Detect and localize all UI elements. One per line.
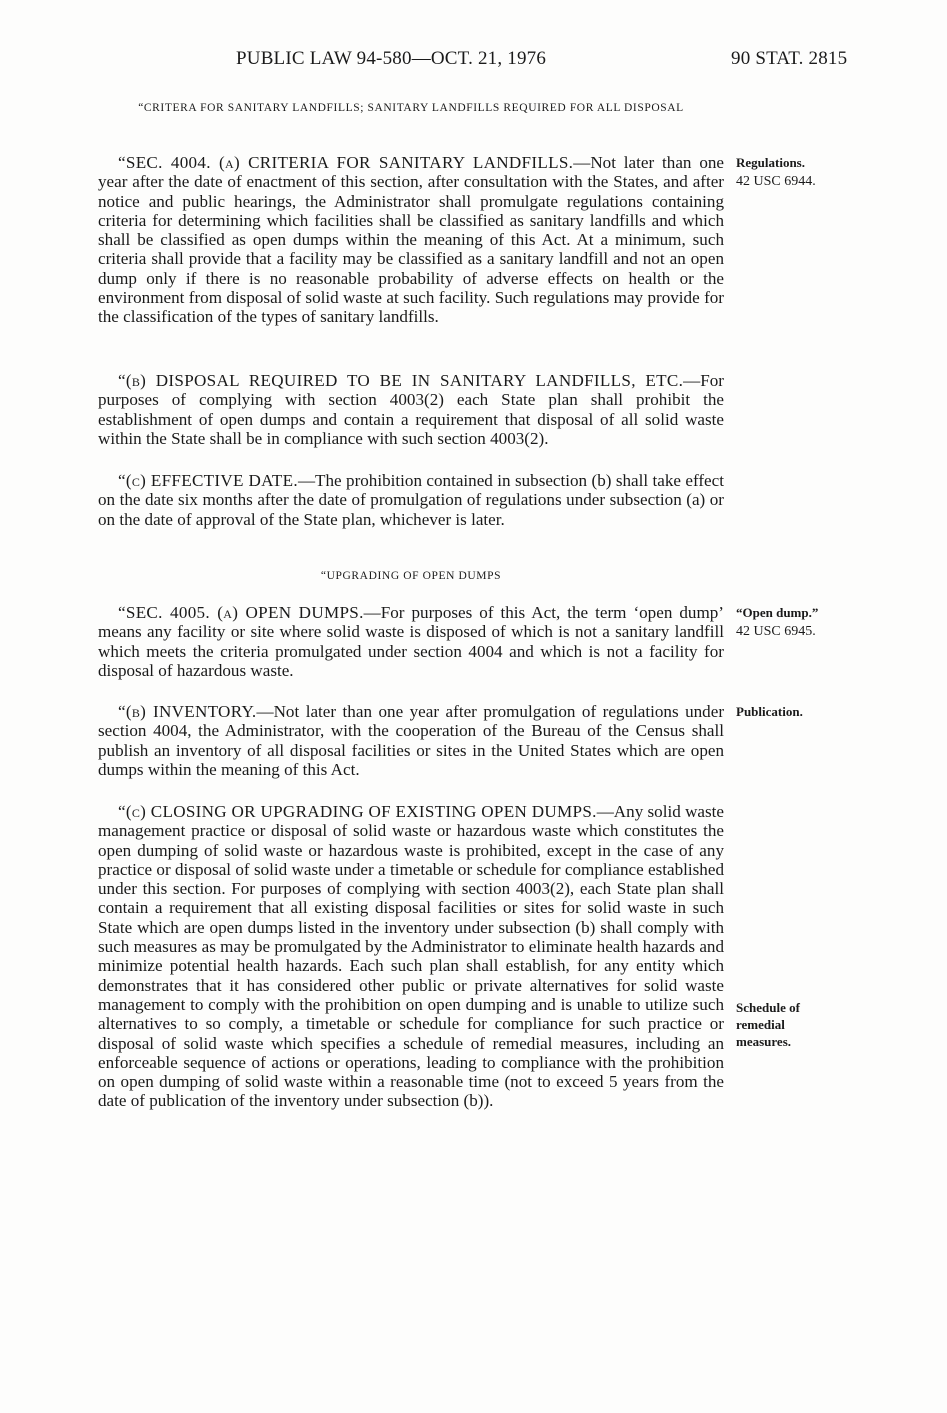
section-4004-c-label: “(c) EFFECTIVE DATE. — [118, 471, 298, 490]
section-4004-a-paragraph — [98, 153, 724, 327]
margin-note-open-dump: “Open dump.” — [736, 605, 819, 620]
margin-note-publication: Publication. — [736, 704, 803, 719]
section-4005-c-label: “(c) CLOSING OR UPGRADING OF EXISTING OPEN DUMPS. — [118, 802, 597, 821]
running-header-title: PUBLIC LAW 94-580—OCT. 21, 1976 — [236, 48, 547, 69]
section-4005-b-label: “(b) INVENTORY. — [118, 702, 257, 721]
section-4004-c-paragraph — [98, 471, 724, 529]
margin-note-regulations: Regulations. — [736, 155, 805, 170]
margin-note-usc-6944: 42 USC 6944. — [736, 174, 816, 189]
section-4005-c-paragraph — [98, 802, 724, 1111]
section-4004-b-paragraph — [98, 371, 724, 448]
section-4005-a-paragraph — [98, 603, 724, 680]
margin-note-schedule-remedial-measures: Schedule of remedial measures. — [736, 1000, 800, 1049]
section-4004-a-label: “SEC. 4004. (a) CRITERIA FOR SANITARY LANDFILLS. — [118, 153, 574, 172]
section-4005-c-text: —Any solid waste management practice or disposal of solid waste or hazardous waste which constitutes the open dumping of solid waste or hazardous waste is prohibited, except in the case of any practice or disposal of solid waste under a timetable or schedule for compliance established under this section. For purposes of complying with section 4003(2), each State plan shall contain a requirement that all existing disposal facilities or sites for solid waste in such State which are open dumps listed in the inventory under subsection (b) shall comply with such measures as may be promulgated by the Administrator to eliminate health hazards and minimize potential health hazards. Each such plan shall establish, for any entity which demonstrates that it has considered other public or private alternatives for solid waste management to comply with the prohibition on open dumping and is unable to utilize such alternatives to so comply, a timetable or schedule for compliance for such practice or disposal of solid waste which specifies a schedule of remedial measures, including an enforceable sequence of actions or operations, leading to compliance with the prohibition on open dumping of solid waste within a reasonable time (not to exceed 5 years from the date of publication of the inventory under subsection (b)). — [98, 802, 724, 1111]
section-4005-a-label: “SEC. 4005. (a) OPEN DUMPS. — [118, 603, 364, 622]
section-4004-b-text: —For purposes of complying with section 4003(2) each State plan shall prohibit the establishment of open dumps and contain a requirement that disposal of all solid waste within the State shall be in compliance with such section 4003(2). — [98, 371, 724, 448]
section-4004-c-text: —The prohibition contained in subsection (b) shall take effect on the date six months after the date of promulgation of regulations under subsection (a) or on the date of approval of the State plan, whichever is later. — [98, 471, 724, 529]
margin-note-usc-6945: 42 USC 6945. — [736, 624, 816, 639]
section-4004-a-text: —Not later than one year after the date of enactment of this section, after consultation with the States, and after notice and public hearings, the Administrator shall promulgate regulations containing criteria for determining which facilities shall be classified as sanitary landfills and which shall be classified as open dumps within the meaning of this Act. At a minimum, such criteria shall provide that a facility may be classified as a sanitary landfill and not an open dump only if there is no reasonable probability of adverse effects on health or the environment from disposal of solid waste at such facility. Such regulations may provide for the classification of the types of sanitary landfills. — [98, 153, 725, 327]
section-4005-a-text: —For purposes of this Act, the term ‘open dump’ means any facility or site where solid waste is disposed of which is not a sanitary landfill which meets the criteria promulgated under section 4004 and which is not a facility for disposal of hazardous waste. — [98, 603, 724, 680]
section-4005-b-paragraph — [98, 702, 724, 779]
section-4004-heading: “CRITERA FOR SANITARY LANDFILLS; SANITARY LANDFILLS REQUIRED FOR ALL DISPOSAL — [138, 102, 684, 114]
section-4005-b-text: —Not later than one year after promulgation of regulations under section 4004, the Administrator, with the cooperation of the Bureau of the Census shall publish an inventory of all disposal facilities or sites in the United States which are open dumps within the meaning of this Act. — [98, 702, 725, 779]
statute-page-number: 90 STAT. 2815 — [731, 48, 848, 69]
section-4004-b-label: “(b) DISPOSAL REQUIRED TO BE IN SANITARY LANDFILLS, ETC. — [118, 371, 684, 390]
section-4005-heading: “UPGRADING OF OPEN DUMPS — [320, 570, 502, 582]
